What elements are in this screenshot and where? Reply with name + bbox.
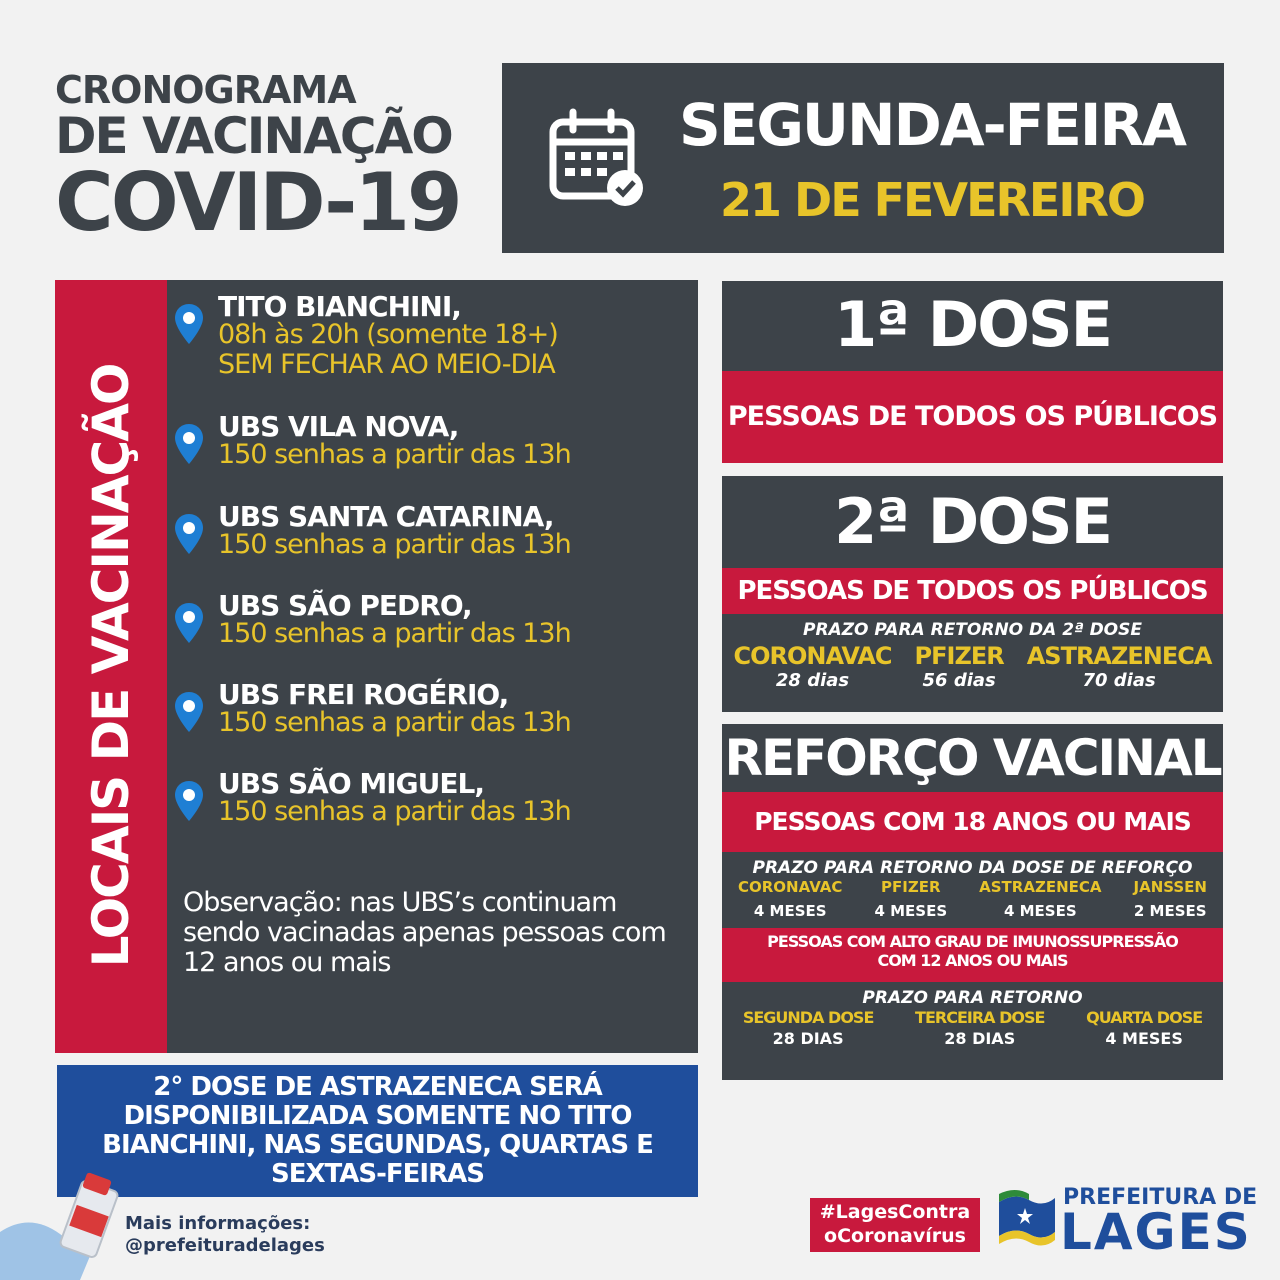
booster-vaccine <box>1134 878 1207 920</box>
social-handle: @prefeituradelages <box>125 1235 325 1256</box>
vaccine-interval: 2 MESES <box>1133 902 1207 920</box>
dose-name: TERCEIRA DOSE <box>915 1008 1045 1027</box>
vaccine-name: CORONAVAC <box>738 878 843 896</box>
weekday-label: SEGUNDA-FEIRA <box>678 91 1186 159</box>
dose-interval: 28 DIAS <box>944 1029 1016 1048</box>
lages-flag-logo-icon <box>995 1188 1059 1252</box>
dose1-heading: 1ª DOSE <box>834 288 1111 361</box>
dose2-vaccine-list <box>722 642 1223 691</box>
location-name: TITO BIANCHINI, <box>218 290 461 323</box>
locations-panel <box>55 280 698 1053</box>
dose2-vaccine <box>733 642 891 691</box>
vaccine-name: JANSSEN <box>1133 878 1207 896</box>
location-info: 150 senhas a partir das 13h <box>218 796 571 827</box>
dose2-panel <box>722 476 1223 712</box>
immuno-dose <box>743 1008 874 1048</box>
location-info <box>218 320 558 380</box>
booster-panel <box>722 724 1223 1080</box>
title-line-3: COVID-19 <box>55 156 460 249</box>
map-pin-icon <box>173 422 205 466</box>
location-name: UBS SÃO PEDRO, <box>218 589 472 622</box>
location-hours: 08h às 20h (somente 18+) <box>218 319 558 350</box>
location-info: 150 senhas a partir das 13h <box>218 439 571 470</box>
vaccine-interval: 56 dias <box>922 670 996 691</box>
location-name: UBS VILA NOVA, <box>218 410 459 443</box>
booster-vaccine-list <box>722 878 1223 920</box>
more-info <box>125 1213 325 1257</box>
vaccine-vial-hand-icon <box>0 1172 130 1280</box>
hashtag-badge <box>810 1198 980 1252</box>
location-name: UBS SANTA CATARINA, <box>218 500 554 533</box>
vaccine-name: ASTRAZENECA <box>1026 642 1212 670</box>
location-note: SEM FECHAR AO MEIO-DIA <box>218 349 555 380</box>
more-info-label: Mais informações: <box>125 1213 311 1234</box>
dose-interval: 28 DIAS <box>772 1029 844 1048</box>
vaccine-interval: 28 dias <box>775 670 850 691</box>
map-pin-icon <box>173 690 205 734</box>
dose2-vaccine <box>1027 642 1212 691</box>
immuno-audience <box>722 928 1223 982</box>
map-pin-icon <box>173 779 205 823</box>
booster-heading: REFORÇO VACINAL <box>724 729 1221 787</box>
location-name: UBS SÃO MIGUEL, <box>218 767 484 800</box>
vaccine-name: ASTRAZENECA <box>979 878 1102 896</box>
location-info: 150 senhas a partir das 13h <box>218 618 571 649</box>
observation-text: Observação: nas UBS’s continuam sendo vacinadas apenas pessoas com 12 anos ou mais <box>183 887 666 978</box>
location-name: UBS FREI ROGÉRIO, <box>218 678 509 711</box>
vaccine-name: PFIZER <box>881 878 941 896</box>
vaccine-name: CORONAVAC <box>733 642 892 670</box>
date-box <box>502 63 1224 253</box>
map-pin-icon <box>173 601 205 645</box>
vaccine-interval: 4 MESES <box>753 902 827 920</box>
locations-heading: LOCAIS DE VACINAÇÃO <box>82 364 140 968</box>
calendar-check-icon <box>547 108 647 208</box>
immuno-deadline-title: PRAZO PARA RETORNO <box>862 988 1083 1008</box>
booster-vaccine <box>874 878 947 920</box>
dose2-heading: 2ª DOSE <box>834 485 1111 558</box>
date-label: 21 DE FEVEREIRO <box>719 173 1144 227</box>
immuno-dose <box>1086 1008 1202 1048</box>
hashtag-line-2: oCoronavírus <box>824 1225 966 1247</box>
dose1-audience: PESSOAS DE TODOS OS PÚBLICOS <box>722 371 1223 463</box>
city-logo-text: LAGES <box>1060 1203 1252 1261</box>
immuno-line-2: COM 12 ANOS OU MAIS <box>877 951 1068 970</box>
map-pin-icon <box>173 512 205 556</box>
booster-vaccine <box>979 878 1101 920</box>
dose2-audience: PESSOAS DE TODOS OS PÚBLICOS <box>722 568 1223 614</box>
dose2-deadline-title: PRAZO PARA RETORNO DA 2ª DOSE <box>802 620 1142 640</box>
map-pin-icon <box>173 302 205 346</box>
booster-audience: PESSOAS COM 18 ANOS OU MAIS <box>722 792 1223 852</box>
immuno-line-1: PESSOAS COM ALTO GRAU DE IMUNOSSUPRESSÃO <box>767 932 1178 951</box>
dose-interval: 4 MESES <box>1105 1029 1183 1048</box>
notice-line-1: 2° DOSE DE ASTRAZENECA SERÁ <box>153 1072 602 1102</box>
hashtag-line-1: #LagesContra <box>819 1201 971 1223</box>
location-info: 150 senhas a partir das 13h <box>218 529 571 560</box>
vaccine-interval: 4 MESES <box>874 902 948 920</box>
vaccine-interval: 4 MESES <box>1003 902 1077 920</box>
vaccine-interval: 70 dias <box>1082 670 1156 691</box>
notice-line-2: DISPONIBILIZADA SOMENTE NO TITO <box>123 1101 632 1131</box>
dose-name: QUARTA DOSE <box>1086 1008 1203 1027</box>
astrazeneca-notice <box>57 1065 698 1197</box>
booster-vaccine <box>738 878 842 920</box>
dose1-panel <box>722 281 1223 371</box>
notice-line-4: SEXTAS-FEIRAS <box>271 1159 484 1189</box>
vaccine-name: PFIZER <box>914 642 1004 670</box>
locations-sidebar <box>55 280 167 1053</box>
immuno-dose-list <box>722 1008 1223 1048</box>
location-info: 150 senhas a partir das 13h <box>218 707 571 738</box>
immuno-dose <box>915 1008 1044 1048</box>
notice-line-3: BIANCHINI, NAS SEGUNDAS, QUARTAS E <box>102 1130 653 1160</box>
booster-deadline-title: PRAZO PARA RETORNO DA DOSE DE REFORÇO <box>752 858 1193 878</box>
dose-name: SEGUNDA DOSE <box>742 1008 874 1027</box>
dose2-vaccine <box>915 642 1004 691</box>
title-line-2: DE VACINAÇÃO <box>55 107 452 165</box>
main-title <box>55 68 495 249</box>
title-line-1: CRONOGRAMA <box>55 68 356 112</box>
prefeitura-label: PREFEITURA DE <box>1063 1185 1258 1210</box>
